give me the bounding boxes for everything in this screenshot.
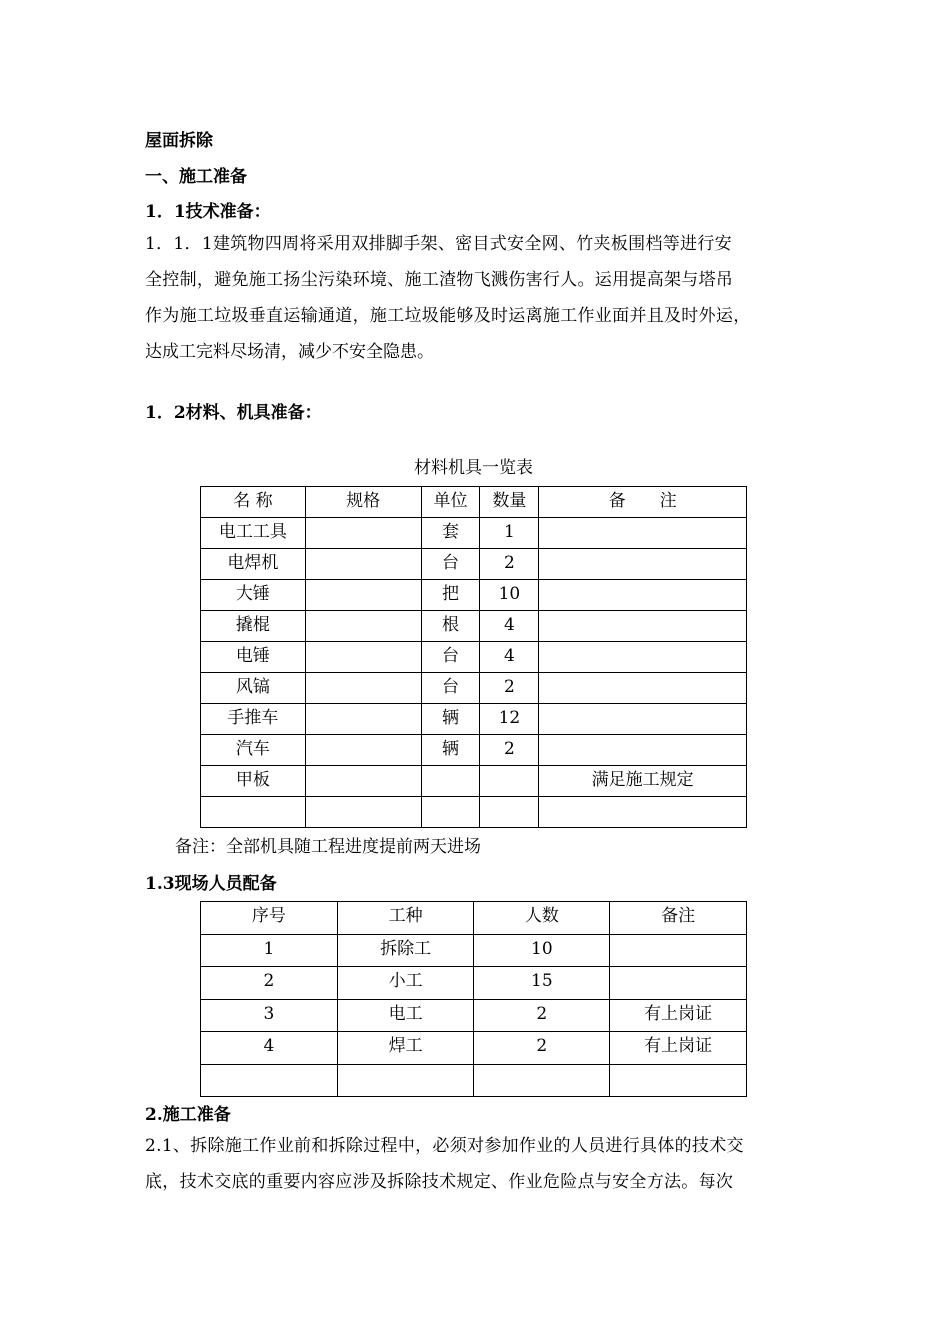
paragraph-line: 底，技术交底的重要内容应涉及拆除技术规定、作业危险点与安全方法。每次 bbox=[145, 1172, 734, 1192]
table-cell bbox=[201, 673, 306, 704]
table-row bbox=[201, 580, 747, 611]
paragraph-2-1 bbox=[145, 1128, 825, 1200]
cell-text bbox=[306, 797, 421, 799]
section-heading-2: 2.施工准备 bbox=[145, 1105, 231, 1125]
table-header-cell bbox=[539, 487, 747, 518]
table-cell bbox=[201, 580, 306, 611]
table-cell bbox=[539, 549, 747, 580]
table-cell bbox=[610, 934, 747, 967]
table-cell bbox=[337, 1032, 474, 1065]
staffing-table bbox=[200, 901, 747, 1097]
table-cell bbox=[480, 518, 539, 549]
table-cell bbox=[539, 518, 747, 549]
cell-text bbox=[306, 704, 421, 706]
table-row bbox=[201, 967, 747, 1000]
table-cell bbox=[305, 673, 421, 704]
paragraph-line: 达成工完料尽场清，减少不安全隐患。 bbox=[145, 342, 434, 362]
table-header-cell bbox=[610, 902, 747, 935]
cell-text bbox=[539, 673, 746, 675]
subheading-1-3: 1.3现场人员配备 bbox=[145, 874, 277, 894]
table-note: 备注：全部机具随工程进度提前两天进场 bbox=[175, 837, 481, 857]
cell-text: 2 bbox=[536, 1036, 548, 1056]
table-cell bbox=[201, 549, 306, 580]
table-row bbox=[201, 797, 747, 828]
table-header-cell bbox=[337, 902, 474, 935]
cell-text bbox=[539, 797, 746, 799]
table-cell bbox=[480, 673, 539, 704]
cell-text: 12 bbox=[498, 708, 521, 728]
page-title: 屋面拆除 bbox=[145, 131, 213, 151]
cell-text: 撬棍 bbox=[235, 615, 270, 635]
table-cell bbox=[337, 999, 474, 1032]
paragraph-line: 作为施工垃圾垂直运输通道，施工垃圾能够及时运离施工作业面并且及时外运， bbox=[145, 306, 751, 326]
cell-text: 辆 bbox=[441, 708, 459, 728]
equipment-table bbox=[200, 486, 747, 828]
table-cell bbox=[201, 518, 306, 549]
table-cell bbox=[201, 642, 306, 673]
subheading-1-1: 1．1技术准备： bbox=[145, 202, 271, 222]
cell-text: 单位 bbox=[433, 491, 468, 511]
cell-text bbox=[474, 1065, 609, 1067]
cell-text bbox=[201, 1065, 337, 1067]
cell-text bbox=[306, 673, 421, 675]
table-row bbox=[201, 1032, 747, 1065]
cell-text: 有上岗证 bbox=[644, 1036, 713, 1056]
table-cell bbox=[201, 967, 338, 1000]
table-cell bbox=[539, 580, 747, 611]
cell-text bbox=[539, 642, 746, 644]
cell-text: 套 bbox=[441, 522, 459, 542]
table-cell bbox=[480, 797, 539, 828]
table-cell bbox=[539, 735, 747, 766]
cell-text: 4 bbox=[503, 615, 515, 635]
table-cell bbox=[539, 642, 747, 673]
cell-text bbox=[201, 797, 305, 799]
table-caption: 材料机具一览表 bbox=[414, 458, 533, 478]
table-cell bbox=[539, 611, 747, 642]
cell-text: 2 bbox=[263, 971, 275, 991]
table-cell bbox=[201, 999, 338, 1032]
table-header-cell bbox=[421, 487, 480, 518]
cell-text: 10 bbox=[498, 584, 521, 604]
cell-text: 风镐 bbox=[235, 677, 270, 697]
cell-text: 台 bbox=[441, 553, 459, 573]
table-cell bbox=[474, 1064, 610, 1097]
cell-text: 4 bbox=[263, 1036, 275, 1056]
cell-text: 电工 bbox=[388, 1003, 423, 1024]
cell-text: 4 bbox=[503, 646, 515, 666]
table-cell bbox=[337, 934, 474, 967]
table-cell bbox=[305, 704, 421, 735]
table-cell bbox=[201, 766, 306, 797]
table-row bbox=[201, 934, 747, 967]
table-cell bbox=[201, 704, 306, 735]
table-cell bbox=[305, 611, 421, 642]
cell-text: 小工 bbox=[388, 971, 423, 991]
cell-text bbox=[306, 766, 421, 768]
table-header-cell bbox=[201, 487, 306, 518]
cell-text: 辆 bbox=[441, 739, 459, 759]
table-cell bbox=[610, 999, 747, 1032]
cell-text bbox=[539, 704, 746, 706]
table-cell bbox=[610, 1064, 747, 1097]
cell-text: 汽车 bbox=[235, 739, 270, 759]
cell-text bbox=[306, 580, 421, 582]
table-cell bbox=[480, 766, 539, 797]
table-row bbox=[201, 673, 747, 704]
table-cell bbox=[421, 766, 480, 797]
paragraph-line: 2.1、拆除施工作业前和拆除过程中，必须对参加作业的人员进行具体的技术交 bbox=[145, 1136, 744, 1156]
table-cell bbox=[539, 797, 747, 828]
table-header-row bbox=[201, 487, 747, 518]
cell-text: 工种 bbox=[388, 906, 423, 926]
table-row bbox=[201, 999, 747, 1032]
table-cell bbox=[539, 704, 747, 735]
cell-text: 甲板 bbox=[235, 770, 270, 790]
cell-text: 台 bbox=[441, 646, 459, 666]
table-header-cell bbox=[201, 902, 338, 935]
cell-text: 根 bbox=[441, 615, 459, 635]
cell-text: 台 bbox=[441, 677, 459, 697]
cell-text bbox=[539, 549, 746, 551]
table-cell bbox=[480, 580, 539, 611]
cell-text: 满足施工规定 bbox=[591, 770, 694, 790]
cell-text: 大锤 bbox=[235, 584, 270, 604]
table-cell bbox=[305, 642, 421, 673]
table-row bbox=[201, 611, 747, 642]
table-cell bbox=[610, 1032, 747, 1065]
table-header-cell bbox=[474, 902, 610, 935]
cell-text bbox=[539, 518, 746, 520]
cell-text bbox=[610, 1065, 746, 1067]
cell-text bbox=[480, 797, 538, 799]
table-cell bbox=[305, 797, 421, 828]
table-cell bbox=[474, 967, 610, 1000]
table-cell bbox=[305, 518, 421, 549]
table-cell bbox=[480, 735, 539, 766]
table-row bbox=[201, 642, 747, 673]
cell-text: 2 bbox=[536, 1003, 548, 1024]
cell-text: 电工工具 bbox=[218, 522, 287, 542]
table-cell bbox=[474, 1032, 610, 1065]
cell-text: 名 称 bbox=[233, 491, 273, 511]
cell-text bbox=[422, 797, 480, 799]
cell-text: 人数 bbox=[524, 906, 559, 926]
table-cell bbox=[421, 704, 480, 735]
table-cell bbox=[421, 549, 480, 580]
cell-text: 1 bbox=[263, 938, 275, 959]
cell-text bbox=[306, 642, 421, 644]
table-row bbox=[201, 735, 747, 766]
table-cell bbox=[201, 1032, 338, 1065]
cell-text bbox=[539, 580, 746, 582]
table-cell bbox=[421, 580, 480, 611]
cell-text: 序号 bbox=[251, 906, 286, 926]
paragraph-1-1-1 bbox=[145, 226, 825, 370]
cell-text: 3 bbox=[263, 1003, 275, 1024]
table-row bbox=[201, 549, 747, 580]
table-header-cell bbox=[480, 487, 539, 518]
table-cell bbox=[337, 1064, 474, 1097]
cell-text bbox=[539, 611, 746, 613]
cell-text bbox=[306, 611, 421, 613]
cell-text: 手推车 bbox=[227, 708, 279, 728]
section-heading-1: 一、施工准备 bbox=[145, 167, 247, 187]
table-row bbox=[201, 1064, 747, 1097]
table-cell bbox=[421, 673, 480, 704]
cell-text: 规格 bbox=[346, 491, 381, 511]
cell-text bbox=[338, 1065, 474, 1067]
cell-text: 1 bbox=[503, 522, 515, 542]
cell-text bbox=[480, 766, 538, 768]
table-cell bbox=[201, 797, 306, 828]
table-cell bbox=[421, 611, 480, 642]
cell-text bbox=[610, 935, 746, 937]
table-header-row bbox=[201, 902, 747, 935]
table-header-cell bbox=[305, 487, 421, 518]
table-cell bbox=[201, 735, 306, 766]
table-cell bbox=[480, 611, 539, 642]
table-cell bbox=[480, 549, 539, 580]
table-cell bbox=[305, 580, 421, 611]
cell-text: 电焊机 bbox=[227, 553, 279, 573]
table-cell bbox=[610, 967, 747, 1000]
cell-text bbox=[539, 735, 746, 737]
table-cell bbox=[201, 1064, 338, 1097]
paragraph-line: 全控制，避免施工扬尘污染环境、施工渣物飞溅伤害行人。运用提高架与塔吊 bbox=[145, 270, 734, 290]
cell-text bbox=[422, 766, 480, 768]
cell-text: 15 bbox=[531, 971, 553, 991]
table-cell bbox=[539, 766, 747, 797]
cell-text: 电锤 bbox=[235, 646, 270, 666]
table-cell bbox=[305, 549, 421, 580]
cell-text: 拆除工 bbox=[380, 938, 432, 959]
table-cell bbox=[201, 934, 338, 967]
cell-text bbox=[306, 518, 421, 520]
cell-text: 焊工 bbox=[388, 1036, 423, 1056]
cell-text: 备 注 bbox=[608, 491, 677, 511]
table-row bbox=[201, 766, 747, 797]
table-row bbox=[201, 518, 747, 549]
cell-text bbox=[306, 549, 421, 551]
subheading-1-2: 1．2材料、机具准备： bbox=[145, 403, 322, 423]
table-cell bbox=[480, 704, 539, 735]
cell-text bbox=[610, 967, 746, 969]
cell-text: 数量 bbox=[492, 491, 527, 511]
cell-text: 10 bbox=[531, 938, 553, 959]
table-row bbox=[201, 704, 747, 735]
paragraph-line: 1．1．1建筑物四周将采用双排脚手架、密目式安全网、竹夹板围档等进行安 bbox=[145, 234, 732, 254]
cell-text: 备注 bbox=[661, 906, 696, 926]
table-cell bbox=[421, 518, 480, 549]
cell-text: 把 bbox=[441, 584, 459, 604]
table-cell bbox=[421, 642, 480, 673]
table-cell bbox=[337, 967, 474, 1000]
cell-text: 2 bbox=[503, 553, 515, 573]
table-cell bbox=[539, 673, 747, 704]
cell-text bbox=[306, 735, 421, 737]
table-cell bbox=[421, 797, 480, 828]
table-cell bbox=[305, 766, 421, 797]
table-cell bbox=[480, 642, 539, 673]
table-cell bbox=[474, 934, 610, 967]
table-cell bbox=[201, 611, 306, 642]
table-cell bbox=[421, 735, 480, 766]
cell-text: 2 bbox=[503, 739, 515, 759]
cell-text: 2 bbox=[503, 677, 515, 697]
cell-text: 有上岗证 bbox=[644, 1003, 713, 1024]
table-cell bbox=[305, 735, 421, 766]
table-cell bbox=[474, 999, 610, 1032]
